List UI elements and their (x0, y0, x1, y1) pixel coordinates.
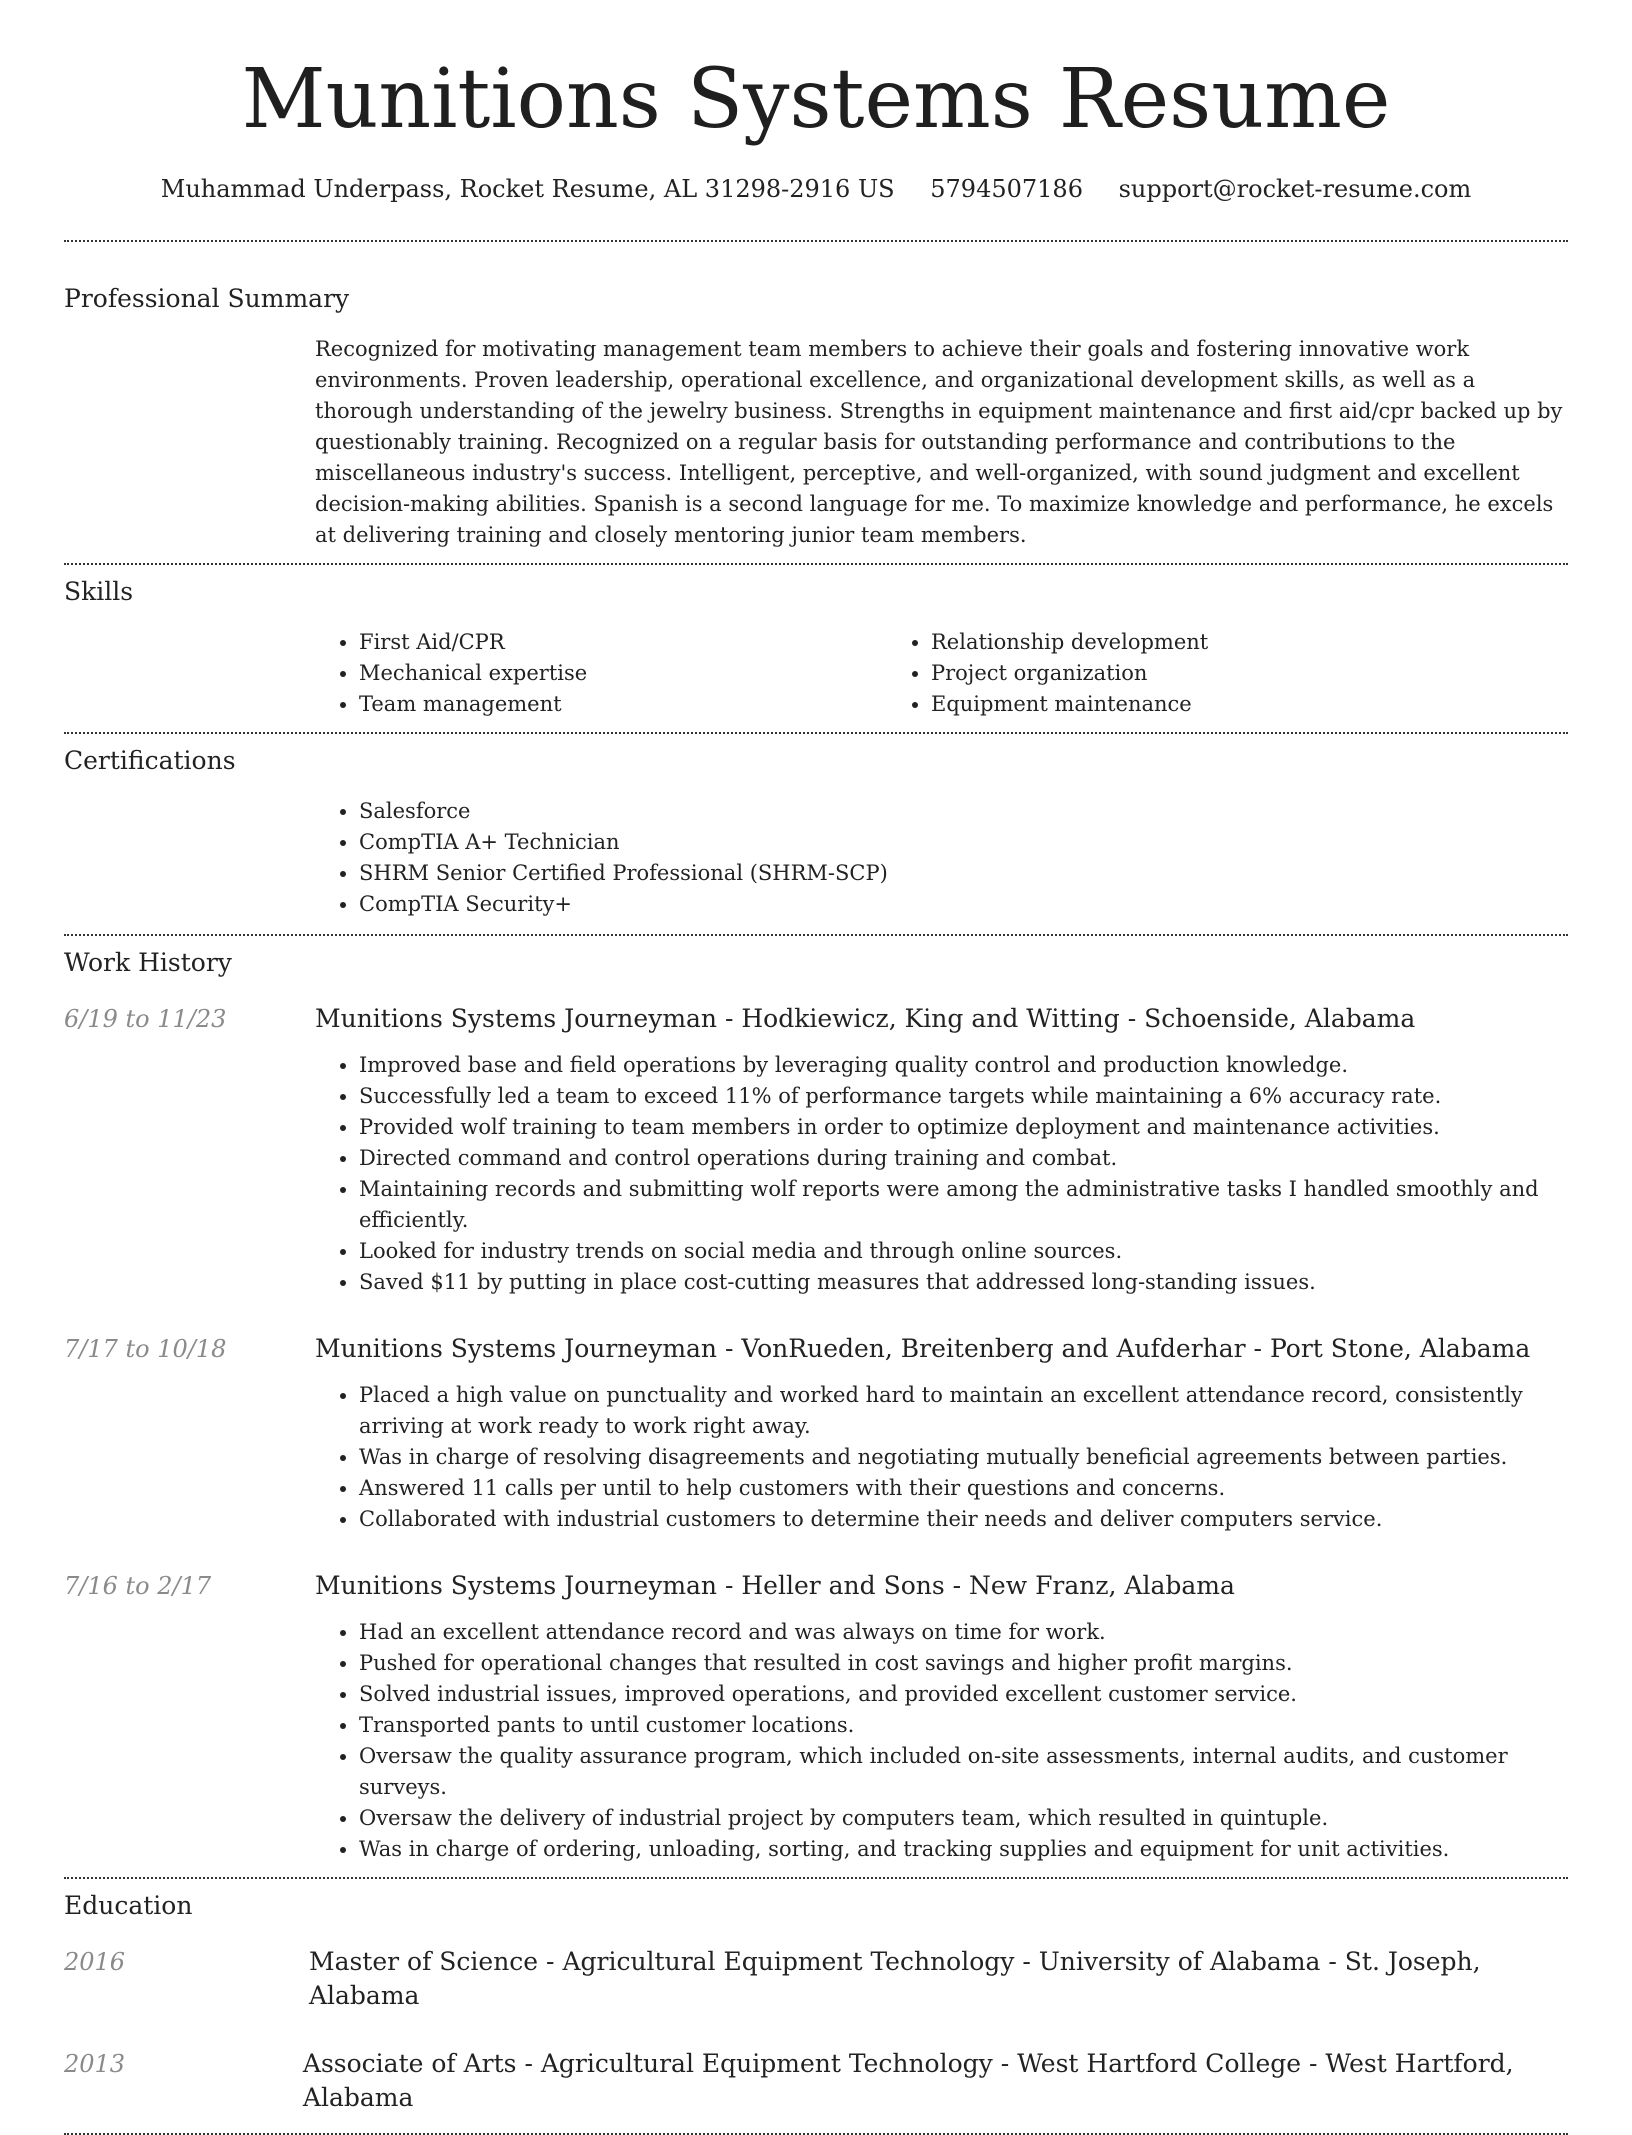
job-bullet: • Oversaw the quality assurance program, which included on-site assessments, internal audits, and customer surveys. (359, 1741, 1568, 1803)
job-dates: 7/16 to 2/17 (64, 1572, 212, 1600)
summary-text: Recognized for motivating management team members to achieve their goals and fostering innovative work environments. Proven leadership, operational excellence, and organizational development skills, as well as a thorough understanding of the jewelry business. Strengths in equipment maintenance and first aid/cpr backed up by questionably training. Recognized on a regular basis for outstanding performance and contributions to the miscellaneous industry's success. Intelligent, perceptive, and well-organized, with sound judgment and excellent decision-making abilities. Spanish is a second language for me. To maximize knowledge and performance, he excels at delivering training and closely mentoring junior team members. (315, 337, 1563, 547)
job-bullet: • Provided wolf training to team members in order to optimize deployment and maintenance activities. (359, 1112, 1568, 1143)
certification-item: • CompTIA A+ Technician (359, 827, 1568, 858)
certification-item: • CompTIA Security+ (359, 889, 1568, 920)
skill-item: • Relationship development (931, 627, 1547, 658)
contact-phone: 5794507186 (930, 175, 1083, 203)
resume-title: Munitions Systems Resume (241, 52, 1391, 147)
job-heading: Munitions Systems Journeyman - Heller and Sons - New Franz, Alabama (315, 1571, 1235, 1600)
job-bullet: • Pushed for operational changes that resulted in cost savings and higher profit margins. (359, 1648, 1568, 1679)
work-history-section (64, 936, 1568, 1865)
certifications-list (315, 796, 1568, 920)
certification-item: • SHRM Senior Certified Professional (SHRM-SCP) (359, 858, 1568, 889)
job-bullet: • Maintaining records and submitting wolf reports were among the administrative tasks I handled smoothly and efficiently. (359, 1174, 1568, 1236)
job-bullet: • Looked for industry trends on social media and through online sources. (359, 1236, 1568, 1267)
job-bullet: • Successfully led a team to exceed 11% of performance targets while maintaining a 6% accuracy rate. (359, 1081, 1568, 1112)
education-year: 2013 (64, 2050, 126, 2078)
education-heading: Associate of Arts - Agricultural Equipment Technology - West Hartford College - West Hartford, Alabama (302, 2049, 1514, 2112)
section-heading-certifications: Certifications (64, 746, 236, 775)
skills-list-right (931, 627, 1547, 720)
contact-email[interactable]: support@rocket-resume.com (1118, 175, 1472, 203)
job-bullets (315, 1617, 1568, 1865)
job-entry (64, 1002, 1568, 1298)
job-bullet: • Had an excellent attendance record and was always on time for work. (359, 1617, 1568, 1648)
education-heading: Master of Science - Agricultural Equipment Technology - University of Alabama - St. Joseph, Alabama (308, 1947, 1481, 2010)
skill-item: • Equipment maintenance (931, 689, 1547, 720)
job-dates: 6/19 to 11/23 (64, 1005, 227, 1033)
certifications-section (64, 734, 1568, 920)
skills-list-left (315, 627, 931, 720)
job-dates: 7/17 to 10/18 (64, 1335, 227, 1363)
skills-section (64, 565, 1568, 720)
job-bullet: • Placed a high value on punctuality and worked hard to maintain an excellent attendance record, consistently arriving at work ready to work right away. (359, 1380, 1568, 1442)
job-bullet: • Was in charge of ordering, unloading, sorting, and tracking supplies and equipment for unit activities. (359, 1834, 1568, 1865)
job-bullets (315, 1050, 1568, 1298)
job-bullet: • Solved industrial issues, improved operations, and provided excellent customer service. (359, 1679, 1568, 1710)
summary-section (64, 242, 1568, 551)
job-bullet: • Saved $11 by putting in place cost-cutting measures that addressed long-standing issues. (359, 1267, 1568, 1298)
section-heading-skills: Skills (64, 577, 134, 606)
section-heading-work-history: Work History (64, 948, 232, 977)
contact-line (64, 172, 1568, 206)
skill-item: • Team management (359, 689, 931, 720)
job-bullet: • Answered 11 calls per until to help customers with their questions and concerns. (359, 1473, 1568, 1504)
job-entry (64, 1332, 1568, 1535)
education-year: 2016 (64, 1948, 126, 1976)
job-bullet: • Transported pants to until customer locations. (359, 1710, 1568, 1741)
skill-item: • Project organization (931, 658, 1547, 689)
education-entry (64, 2047, 1568, 2115)
job-entry (64, 1569, 1568, 1865)
section-heading-education: Education (64, 1891, 193, 1920)
education-section (64, 1879, 1568, 2115)
education-entry (64, 1945, 1568, 2013)
section-heading-summary: Professional Summary (64, 284, 350, 313)
job-bullets (315, 1380, 1568, 1535)
job-heading: Munitions Systems Journeyman - VonRueden, Breitenberg and Aufderhar - Port Stone, Alabama (315, 1334, 1531, 1363)
job-bullet: • Was in charge of resolving disagreements and negotiating mutually beneficial agreements between parties. (359, 1442, 1568, 1473)
contact-address: Muhammad Underpass, Rocket Resume, AL 31298-2916 US (160, 175, 895, 203)
job-bullet: • Improved base and field operations by leveraging quality control and production knowledge. (359, 1050, 1568, 1081)
skill-item: • First Aid/CPR (359, 627, 931, 658)
skill-item: • Mechanical expertise (359, 658, 931, 689)
job-bullet: • Oversaw the delivery of industrial project by computers team, which resulted in quintuple. (359, 1803, 1568, 1834)
certification-item: • Salesforce (359, 796, 1568, 827)
job-heading: Munitions Systems Journeyman - Hodkiewicz, King and Witting - Schoenside, Alabama (315, 1004, 1416, 1033)
job-bullet: • Collaborated with industrial customers to determine their needs and deliver computers service. (359, 1504, 1568, 1535)
job-bullet: • Directed command and control operations during training and combat. (359, 1143, 1568, 1174)
